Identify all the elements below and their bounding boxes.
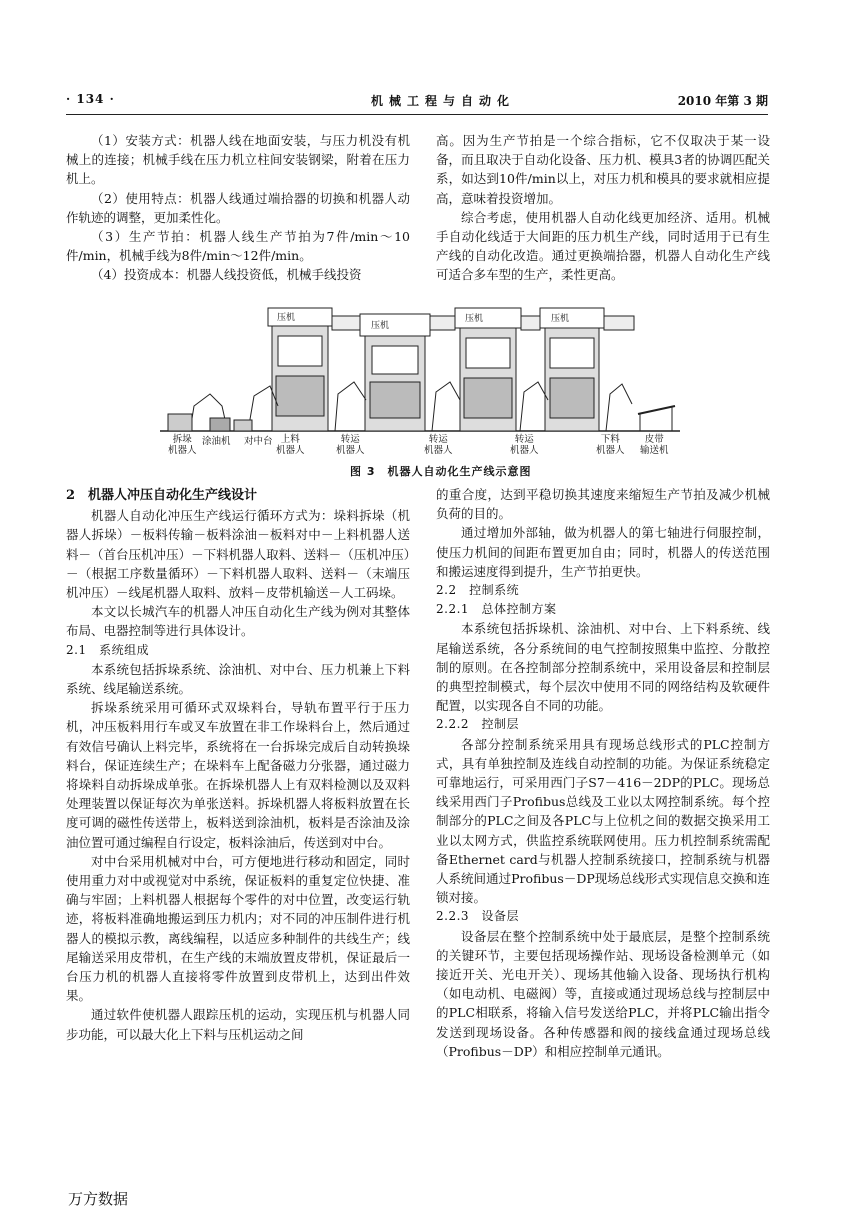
top-left-column xyxy=(66,131,410,285)
issue-label: 2010 年第 3 期 xyxy=(677,94,768,108)
paragraph: 综合考虑，使用机器人自动化线更加经济、适用。机械手自动化线适于大间距的压力机生产线，同时适用于已有生产线的自动化改造。通过更换端拾器，机器人自动化生产线可适合多车型的生产，柔性更高。 xyxy=(436,209,770,283)
subsection-heading: 2.2.1 总体控制方案 xyxy=(436,602,557,617)
paragraph: 通过增加外部轴，做为机器人的第七轴进行伺服控制，使压力机间的间距布置更加自由；同时，机器人的传送范围和搬运速度得到提升，生产节拍更快。 xyxy=(436,525,770,579)
paragraph: 设备层在整个控制系统中处于最底层，是整个控制系统的关键环节，主要包括现场操作站、现场设备检测单元（如接近开关、光电开关）、现场其他输入设备、现场执行机构（如电动机、电磁阀）等，直接或通过现场总线与控制层中的PLC相联系，将输入信号发送给PLC，并将PLC输出指令发送到现场设备。各种传感器和阀的接线盒通过现场总线（Profibus－DP）和相应控制单元通讯。 xyxy=(436,928,770,1059)
paragraph: （1）安装方式：机器人线在地面安装，与压力机没有机械上的连接；机械手线在压力机立柱间安装钢梁，附着在压力机上。 xyxy=(66,133,410,187)
footer-watermark: 万方数据 xyxy=(68,1190,129,1208)
subsection-heading: 2.2.2 控制层 xyxy=(436,717,520,732)
paragraph: （2）使用特点：机器人线通过端拾器的切换和机器人动作轨迹的调整，更加柔性化。 xyxy=(66,190,410,225)
press-label: 压机 xyxy=(276,310,296,323)
subsection-heading: 2.2.3 设备层 xyxy=(436,909,520,924)
figure-label: 拆垛 机器人 xyxy=(168,434,197,456)
figure-label: 上料 机器人 xyxy=(276,434,305,456)
paragraph: 通过软件使机器人跟踪压机的运动，实现压机与机器人同步功能，可以最大化上下料与压机运动之间 xyxy=(66,1007,410,1042)
figure-label: 转运 机器人 xyxy=(336,434,365,456)
right-body-column xyxy=(436,485,770,1061)
figure-label: 下料 机器人 xyxy=(596,434,625,456)
section-heading: 2 机器人冲压自动化生产线设计 xyxy=(66,488,258,503)
paragraph: 各部分控制系统采用具有现场总线形式的PLC控制方式，具有单独控制及连线自动控制的功能。为保证系统稳定可靠地运行，可采用西门子S7－416－2DP的PLC。现场总线采用西门子Profibus总线及工业以太网控制系统。每个控制部分的PLC之间及各PLC与上位机之间的数据交换采用工业以太网方式，供监控系统联网使用。压力机控制系统需配备Ethernet card与机器人控制系统接口，控制系统与机器人系统间通过Profibus－DP现场总线形式实现信息交换和连锁对接。 xyxy=(436,736,770,906)
paragraph: （4）投资成本：机器人线投资低，机械手线投资 xyxy=(91,267,362,283)
journal-title: 机械工程与自动化 xyxy=(371,94,516,108)
top-right-column xyxy=(436,131,770,285)
header-rule xyxy=(66,114,768,115)
paragraph: 拆垛系统采用可循环式双垛料台，导轨布置平行于压力机，冲压板料用行车或叉车放置在非工作垛料台上，然后通过有效信号确认上料完毕，系统将在一台拆垛完成后自动转换垛料台，保证连续生产；在垛料车上配备磁力分张器，通过磁力将垛料自动拆垛成单张。在拆垛机器人上有双料检测以及双料处理装置以保证每次为单张送料。拆垛机器人将板料放置在长度可调的磁性传送带上，板料送到涂油机，板料是否涂油及涂油位置可通过编程自行设定，板料涂油后，传送到对中台。 xyxy=(66,700,410,850)
press-label: 压机 xyxy=(370,318,390,331)
paragraph: 本系统包括拆垛机、涂油机、对中台、上下料系统、线尾输送系统，各分系统间的电气控制按照集中监控、分散控制的原则。在各控制部分控制系统中，采用设备层和控制层的典型控制模式，每个层次中使用不同的网络结构及软硬件配置，以实现各自不同的功能。 xyxy=(436,621,770,714)
paragraph: 高。因为生产节拍是一个综合指标，它不仅取决于某一设备，而且取决于自动化设备、压力机、模具3者的协调匹配关系，如达到10件/min以上，对压力机和模具的要求就相应提高，意味着投资增加。 xyxy=(436,133,770,206)
page-number: · 134 · xyxy=(66,92,115,106)
subsection-heading: 2.2 控制系统 xyxy=(436,583,520,598)
figure-label: 皮带 输送机 xyxy=(640,434,669,456)
paragraph: 的重合度，达到平稳切换其速度来缩短生产节拍及减少机械负荷的目的。 xyxy=(436,487,770,522)
figure-label: 涂油机 xyxy=(202,436,231,447)
figure-label: 转运 机器人 xyxy=(424,434,453,456)
subsection-heading: 2.1 系统组成 xyxy=(66,642,150,657)
left-body-column xyxy=(66,485,410,1044)
press-label: 压机 xyxy=(550,311,570,324)
paragraph: 本文以长城汽车的机器人冲压自动化生产线为例对其整体布局、电器控制等进行具体设计。 xyxy=(66,604,410,639)
production-line-figure xyxy=(160,296,680,458)
paragraph: 机器人自动化冲压生产线运行循环方式为：垛料拆垛（机器人拆垛）－板料传输－板料涂油－板料对中－上料机器人送料－（首台压机冲压）－下料机器人取料、送料－（压机冲压）－（根据工序数量循环）－下料机器人取料、送料－（末端压机冲压）－线尾机器人取料、放料－皮带机输送－人工码垛。 xyxy=(66,508,410,601)
figure-caption: 图 3 机器人自动化生产线示意图 xyxy=(350,465,532,478)
figure-label: 对中台 xyxy=(244,436,273,447)
paragraph: 对中台采用机械对中台，可方便地进行移动和固定，同时使用重力对中或视觉对中系统，保证板料的重复定位快捷、准确与牢固；上料机器人根据每个零件的对中位置，改变运行轨迹，将板料准确地搬运到压力机内；对不同的冲压制件进行机器人的模拟示教，离线编程，以适应多种制件的共线生产；线尾输送采用皮带机，在生产线的末端放置皮带机，保证最后一台压力机的机器人直接将零件放置到皮带机上，达到出件效果。 xyxy=(66,853,410,1004)
paragraph: （3）生产节拍：机器人线生产节拍为7件/min～10件/min，机械手线为8件/min～12件/min。 xyxy=(66,229,410,264)
paragraph: 本系统包括拆垛系统、涂油机、对中台、压力机兼上下料系统、线尾输送系统。 xyxy=(66,661,410,697)
figure-label: 转运 机器人 xyxy=(510,434,539,456)
press-label: 压机 xyxy=(464,311,484,324)
